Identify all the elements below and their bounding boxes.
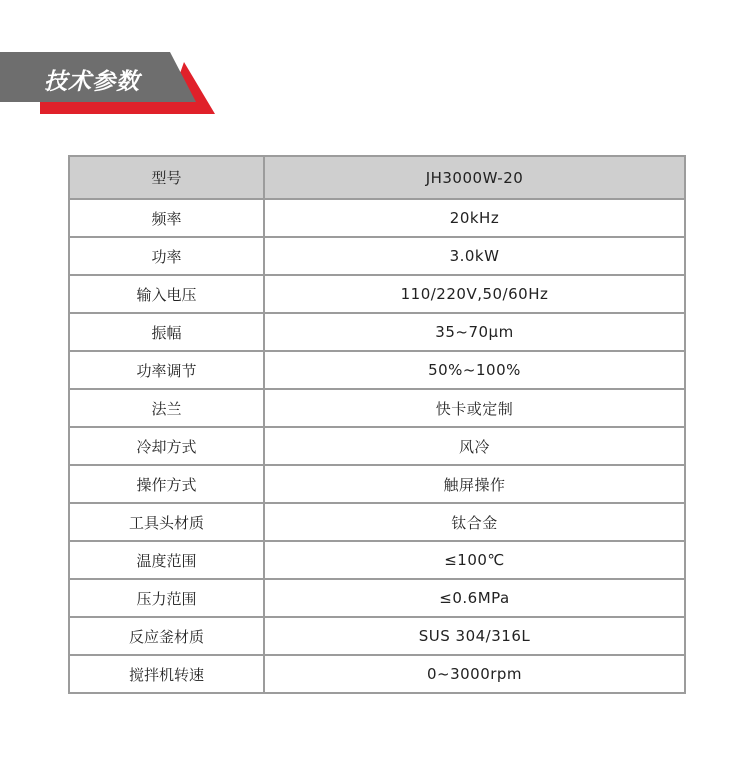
section-title: 技术参数 bbox=[44, 69, 140, 95]
table-row bbox=[69, 617, 685, 655]
table-row bbox=[69, 465, 685, 503]
table-row bbox=[69, 275, 685, 313]
row-value: SUS 304/316L bbox=[264, 617, 685, 655]
table-header-row bbox=[69, 156, 685, 199]
table-row bbox=[69, 313, 685, 351]
row-label: 法兰 bbox=[69, 389, 264, 427]
row-value: 50%~100% bbox=[264, 351, 685, 389]
table-row bbox=[69, 655, 685, 693]
row-label: 搅拌机转速 bbox=[69, 655, 264, 693]
row-value: ≤100℃ bbox=[264, 541, 685, 579]
table-row bbox=[69, 237, 685, 275]
model-label: 型号 bbox=[69, 156, 264, 199]
row-label: 频率 bbox=[69, 199, 264, 237]
row-label: 功率调节 bbox=[69, 351, 264, 389]
table-row bbox=[69, 503, 685, 541]
table-row bbox=[69, 389, 685, 427]
row-value: 风冷 bbox=[264, 427, 685, 465]
row-value: 触屏操作 bbox=[264, 465, 685, 503]
row-label: 操作方式 bbox=[69, 465, 264, 503]
row-value: 3.0kW bbox=[264, 237, 685, 275]
row-value: 20kHz bbox=[264, 199, 685, 237]
row-value: 110/220V,50/60Hz bbox=[264, 275, 685, 313]
table-row bbox=[69, 427, 685, 465]
row-value: ≤0.6MPa bbox=[264, 579, 685, 617]
section-banner bbox=[0, 52, 215, 114]
table-row bbox=[69, 199, 685, 237]
table-row bbox=[69, 541, 685, 579]
table-row bbox=[69, 351, 685, 389]
row-value: 35~70μm bbox=[264, 313, 685, 351]
model-value: JH3000W-20 bbox=[264, 156, 685, 199]
table-row bbox=[69, 579, 685, 617]
spec-table bbox=[68, 155, 686, 694]
row-label: 工具头材质 bbox=[69, 503, 264, 541]
row-label: 功率 bbox=[69, 237, 264, 275]
row-value: 快卡或定制 bbox=[264, 389, 685, 427]
row-label: 压力范围 bbox=[69, 579, 264, 617]
row-label: 冷却方式 bbox=[69, 427, 264, 465]
row-value: 0~3000rpm bbox=[264, 655, 685, 693]
row-label: 输入电压 bbox=[69, 275, 264, 313]
row-value: 钛合金 bbox=[264, 503, 685, 541]
row-label: 振幅 bbox=[69, 313, 264, 351]
row-label: 反应釜材质 bbox=[69, 617, 264, 655]
row-label: 温度范围 bbox=[69, 541, 264, 579]
